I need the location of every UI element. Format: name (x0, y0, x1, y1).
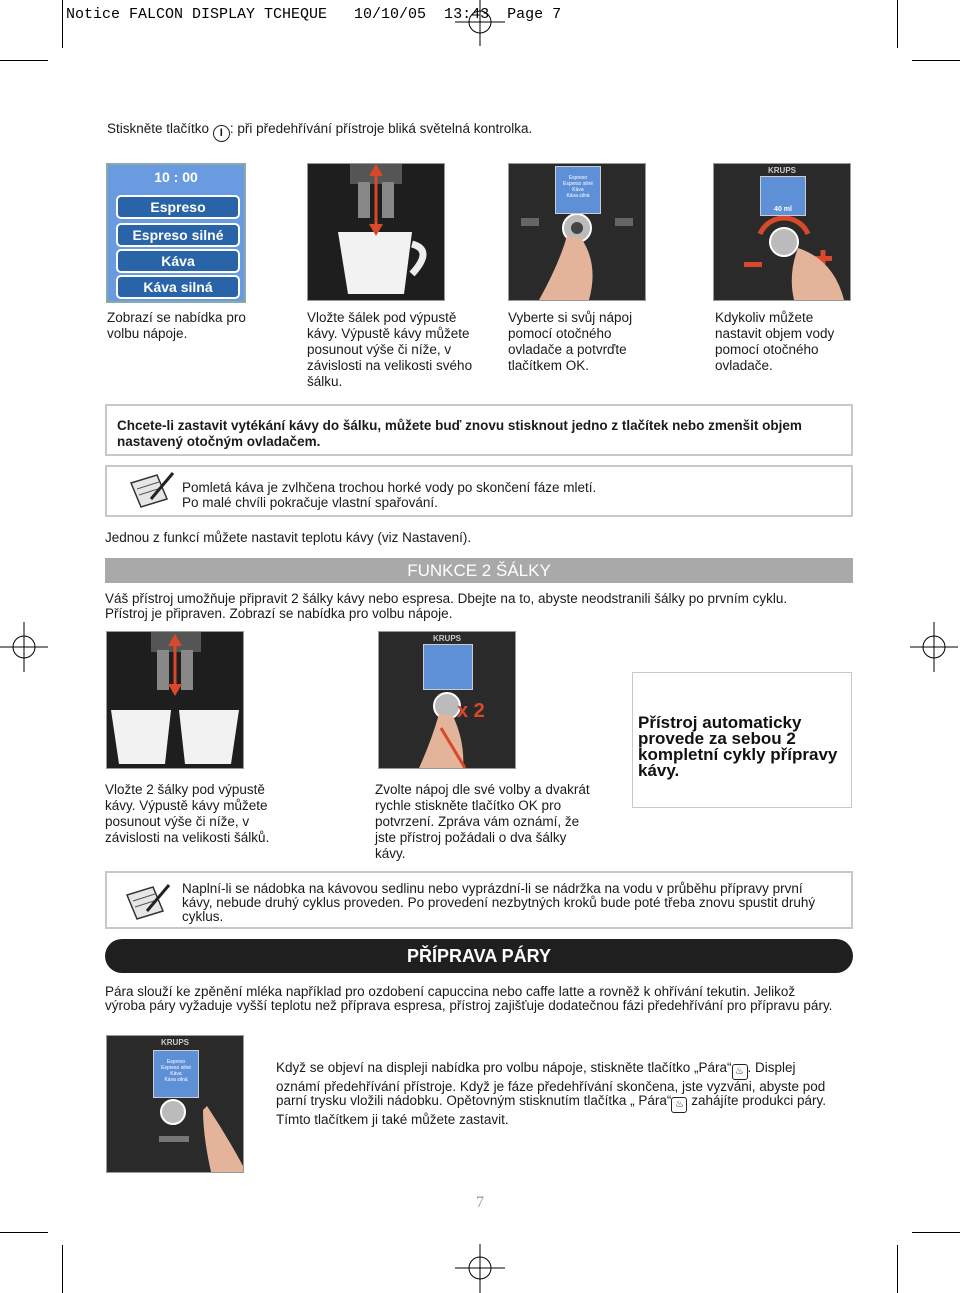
registration-mark (910, 622, 958, 672)
lcd-item-kava: Káva (116, 249, 240, 273)
mini-lcd-item: Espreso silné (562, 181, 593, 187)
note1-line1: Pomletá káva je zvlhčena trochou horké vody po skončení fáze mletí. (182, 480, 597, 495)
mini-lcd-item: Káva silná (164, 1077, 188, 1083)
crop-mark (912, 1232, 960, 1233)
steam-p4: zahájíte produkci páry. Tímto tlačítkem ji také můžete zastavit. (276, 1093, 827, 1127)
lcd-item-espreso: Espreso (116, 195, 240, 219)
volume-lcd (760, 176, 806, 216)
volume-readout: 40 ml (774, 206, 792, 213)
two-cups-caption: Vložte 2 šálky pod výpustě kávy. Výpustě kávy můžete posunout výše či níže, v závislosti na velikosti šálků. (105, 782, 270, 845)
auto-cycles-box (632, 672, 852, 808)
note-pen-icon (123, 881, 171, 921)
mini-lcd (153, 1050, 199, 1098)
intro-text-after: : při předehřívání přístroje bliká světelná kontrolka. (229, 121, 533, 136)
section-title-steam: PŘÍPRAVA PÁRY (105, 939, 853, 973)
temperature-note: Jednou z funkcí můžete nastavit teplotu kávy (viz Nastavení). (105, 530, 472, 545)
registration-mark (455, 1244, 505, 1293)
lcd-menu-photo (106, 163, 246, 303)
note-box (105, 871, 853, 929)
times-two-label: x 2 (457, 700, 485, 722)
lcd-item-kava-silna: Káva silná (116, 275, 240, 299)
section-title-two-cups: FUNKCE 2 ŠÁLKY (105, 558, 853, 583)
step-caption: Vložte šálek pod výpustě kávy. Výpustě kávy můžete posunout výše či níže, v závislosti na velikosti svého šálku. (307, 310, 473, 389)
mini-lcd-item: Káva (170, 1071, 182, 1077)
cup-spout-photo (307, 163, 445, 301)
crop-mark (0, 60, 48, 61)
two-cups-illustration (107, 632, 243, 768)
mini-lcd-item: Espreso (568, 175, 588, 181)
step-caption: Vyberte si svůj nápoj pomocí otočného ovladače a potvrďte tlačítkem OK. (508, 310, 633, 373)
steam-icon: ♨ (671, 1097, 687, 1113)
steam-button-photo (106, 1035, 244, 1173)
mini-lcd-item: Káva (572, 187, 584, 193)
brand-logo: KRUPS (767, 166, 796, 175)
dial-select-photo (508, 163, 646, 301)
steam-icon: ♨ (732, 1064, 748, 1080)
double-cup-lcd (423, 644, 473, 690)
crop-mark (897, 0, 898, 48)
note1-line2: Po malé chvíli pokračuje vlastní spařování. (182, 495, 438, 510)
page-number: 7 (476, 1194, 484, 1211)
power-icon: I (213, 125, 230, 142)
crop-mark (912, 60, 960, 61)
steam-p1: Když se objeví na displeji nabídka pro volbu nápoje, stiskněte tlačítko „Pára“ (276, 1060, 732, 1075)
double-press-caption: Zvolte nápoj dle své volby a dvakrát rychle stiskněte tlačítko OK pro potvrzení. Zpráva vám oznámí, že jste přístroj požádali o dva šálky kávy. (375, 782, 590, 861)
note-pen-icon (127, 469, 175, 509)
step-caption: Zobrazí se nabídka pro volbu nápoje. (107, 310, 246, 341)
crop-mark (897, 1245, 898, 1293)
brand-logo: KRUPS (432, 634, 461, 643)
crop-mark (62, 0, 63, 48)
steam-p2: Displej oznámí předehřívání přístroje. Když je fáze předehřívání skončena, jste vyzváni, abyste pod parní trysku vložili nádobku. Opětovným stisknutím tlačítka „ (276, 1060, 826, 1108)
double-press-photo (378, 631, 516, 769)
step-caption: Kdykoliv můžete nastavit objem vody pomocí otočného ovladače. (715, 310, 835, 373)
two-cups-line2: Přístroj je připraven. Zobrazí se nabídka pro volbu nápoje. (105, 606, 453, 621)
intro-line (107, 121, 532, 142)
lcd-time: 10 : 00 (154, 169, 198, 185)
cup-spout-illustration (308, 164, 444, 300)
mini-lcd-item: Espreso (166, 1059, 186, 1065)
mini-lcd (555, 166, 601, 214)
two-cups-photo (106, 631, 244, 769)
auto-cycles-text: Přístroj automaticky provede za sebou 2 kompletní cykly přípravy kávy. (638, 713, 838, 780)
crop-mark (62, 1245, 63, 1293)
steam-p3: Pára“ (638, 1093, 672, 1108)
print-header: Notice FALCON DISPLAY TCHEQUE 10/10/05 13:43 Page 7 (66, 6, 562, 23)
steam-intro: Pára slouží ke zpěnění mléka například pro ozdobení capuccina nebo caffe latte a rovněž k ohřívání tekutin. Jelikož výroba páry vyžaduje vyšší teplotu než příprava espresa, přístroj zajišťuje dodatečnou fázi předehřívání pro přípravu páry. (105, 984, 833, 1013)
registration-mark (0, 622, 48, 672)
warning-box (105, 404, 853, 456)
mini-lcd-item: Espreso silné (160, 1065, 191, 1071)
note2-text: Naplní-li se nádobka na kávovou sedlinu nebo vyprázdní-li se nádržka na vodu v průběhu přípravy první kávy, nebude druhý cyklus proveden. Po provedení nezbytných kroků bude poté třeba znovu spustit druhý cyklus. (182, 881, 816, 924)
lcd-item-espreso-silne: Espreso silné (116, 223, 240, 247)
warning-text: Chcete-li zastavit vytékání kávy do šálku, můžete buď znovu stisknout jedno z tlačítek nebo zmenšit objem nastavený otočným ovladačem. (117, 418, 802, 449)
steam-instructions: Když se objeví na displeji nabídka pro volbu nápoje, stiskněte tlačítko „Pára“ ♨ . Displej oznámí předehřívání přístroje. Když je fáze předehřívání skončena, jste vyzváni, abyste pod parní trysku vložili nádobku. Opětovným stisknutím tlačítka „ Pára“ ♨ zahájíte produkci páry. Tímto tlačítkem ji také můžete zastavit. (276, 1060, 827, 1127)
intro-text-before: Stiskněte tlačítko (107, 121, 210, 136)
note-box (105, 465, 853, 517)
mini-lcd-item: Káva silná (566, 193, 590, 199)
brand-logo: KRUPS (160, 1038, 189, 1047)
crop-mark (0, 1232, 48, 1233)
two-cups-line1: Váš přístroj umožňuje připravit 2 šálky kávy nebo espresa. Dbejte na to, abyste neodstranili šálky po prvním cyklu. (105, 591, 788, 606)
volume-adjust-photo (713, 163, 851, 301)
